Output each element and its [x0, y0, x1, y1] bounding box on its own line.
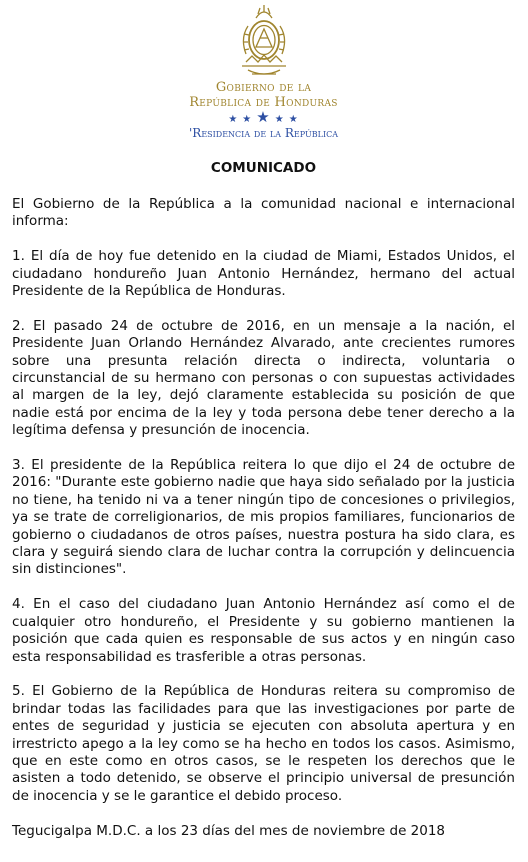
closing-line: Tegucigalpa M.D.C. a los 23 días del mes de noviembre de 2018 [12, 822, 446, 839]
letterhead [12, 0, 515, 140]
paragraph-5: 5. El Gobierno de la República de Honduras reitera su compromiso de brindar todas las facilidades para que las investigaciones por parte de entes de seguridad y justicia se ejecuten con absoluta apertura y en irrestricto apego a la ley como se ha hecho en todos los casos. Asimismo, que en este como en otros casos, se le respeten los derechos que le asisten a todo detenido, se observe el principio universal de presunción de inocencia y se le garantice el debido proceso. [12, 683, 515, 804]
residence-line: 'Residencia de la República [188, 126, 339, 140]
coat-of-arms-icon [234, 4, 294, 80]
paragraph-2: 2. El pasado 24 de octubre de 2016, en un mensaje a la nación, el Presidente Juan Orlando Hernández Alvarado, ante crecientes rumores sobre una presunta relación directa o indirecta, voluntaria o circunstancial de su hermano con personas o con supuestas actividades al margen de la ley, dejó claramente establecida su posición de que nadie está por encima de la ley y toda persona debe tener derecho a la legítima defensa y presunción de inocencia. [12, 317, 515, 439]
stars-row [16, 110, 515, 127]
intro-paragraph: El Gobierno de la República a la comunidad nacional e internacional informa: [12, 196, 515, 230]
paragraph-1: 1. El día de hoy fue detenido en la ciudad de Miami, Estados Unidos, el ciudadano hondureño Juan Antonio Hernández, hermano del actual Presidente de la República de Honduras. [12, 248, 515, 300]
star-icon: ★ [274, 114, 289, 125]
paragraph-4: 4. En el caso del ciudadano Juan Antonio Hernández así como el de cualquier otro hondureño, el Presidente y su gobierno mantienen la posición que cada quien es responsable de sus actos y en ningún caso esta responsabilidad es trasferible a otras personas. [12, 596, 515, 665]
document-title: COMUNICADO [210, 160, 317, 176]
government-line-1: Gobierno de la [215, 80, 312, 95]
star-icon: ★ [256, 108, 275, 126]
star-icon: ★ [288, 114, 303, 125]
government-line-2: República de Honduras [189, 95, 338, 110]
paragraph-3: 3. El presidente de la República reitera lo que dijo el 24 de octubre de 2016: "Durante este gobierno nadie que haya sido señalado por la justicia no tiene, ha tenido ni va a tener ningún tipo de concesiones o privilegios, ya se trate de correligionarios, de mis propios familiares, funcionarios de gobierno o ciudadanos de otros países, nuestra postura ha sido clara, es clara y seguirá siendo clara de luchar contra la corrupción y delincuencia sin distinciones". [12, 457, 515, 578]
star-icon: ★ [242, 114, 257, 125]
star-icon: ★ [228, 114, 243, 125]
